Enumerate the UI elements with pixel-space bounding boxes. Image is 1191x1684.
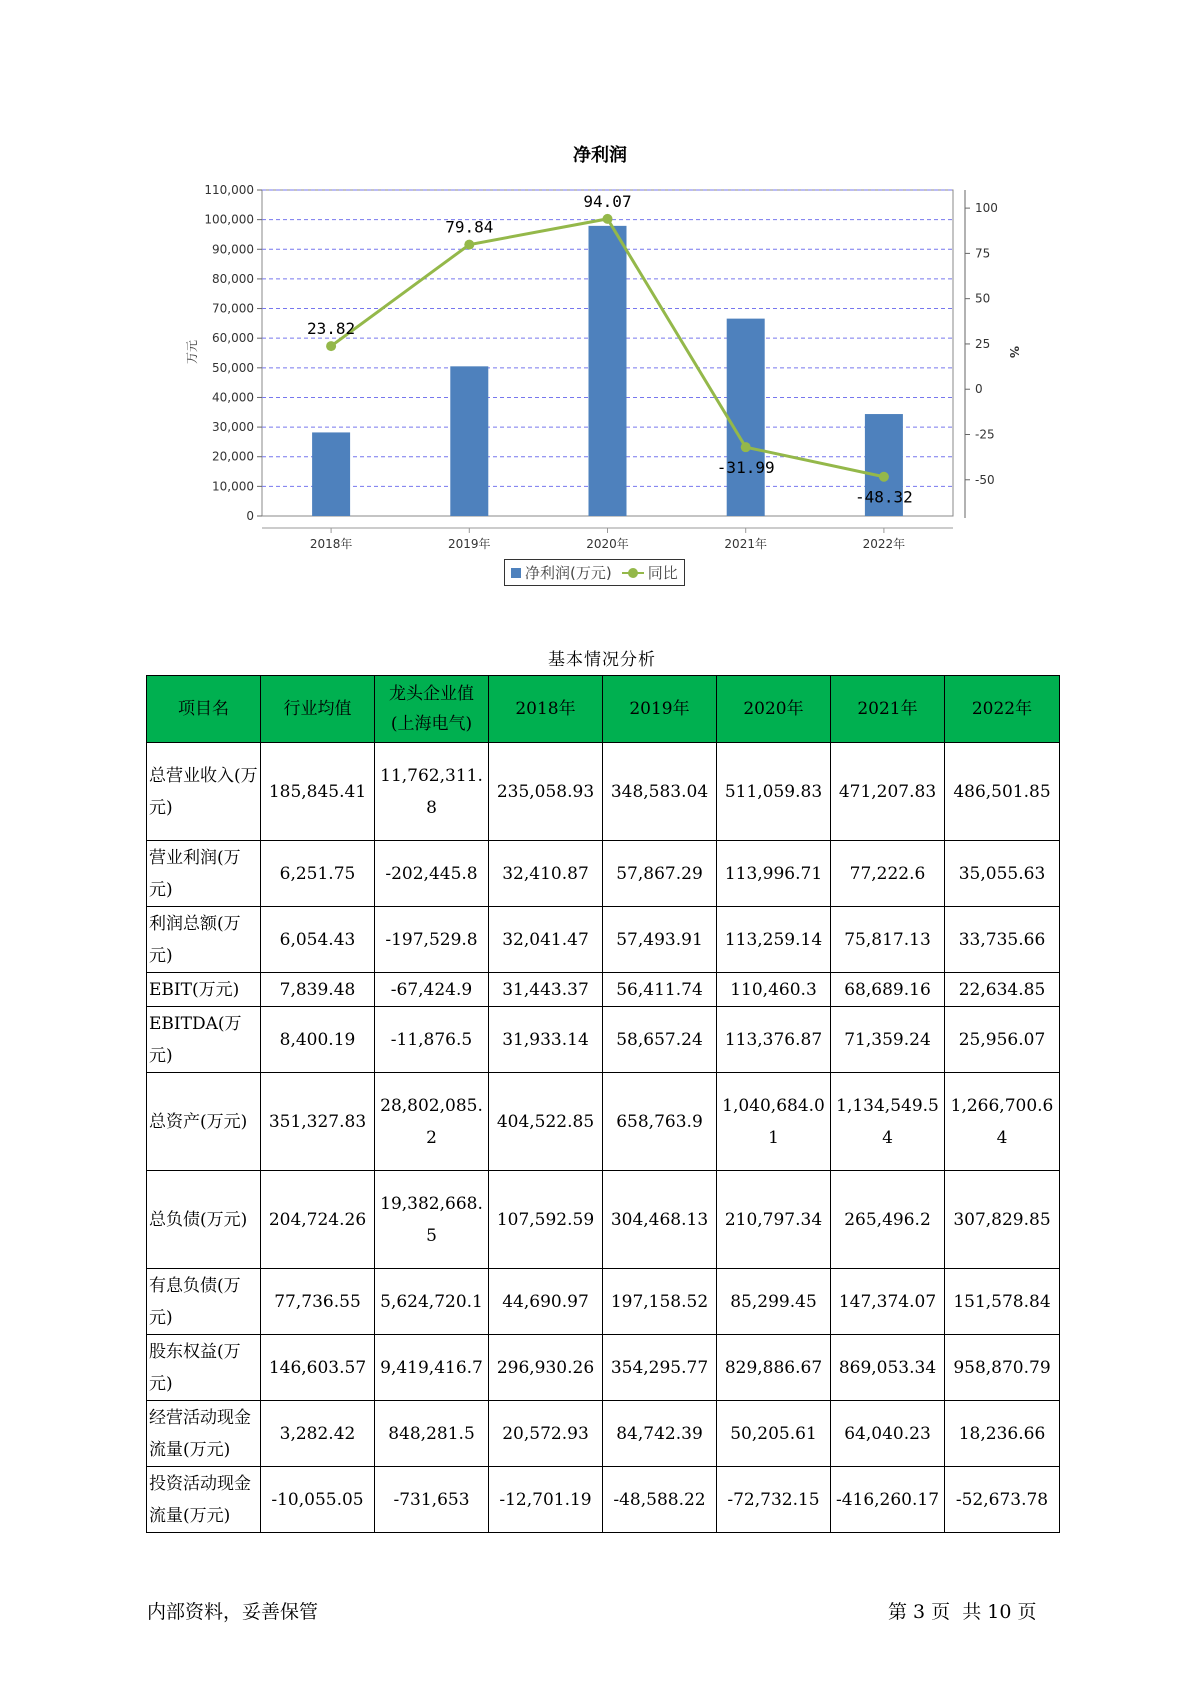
cell-y2021: 265,496.2: [831, 1171, 945, 1269]
cell-y2020: 210,797.34: [717, 1171, 831, 1269]
table-row: [147, 1401, 1060, 1467]
row-item-name: 总资产(万元): [147, 1073, 261, 1171]
cell-y2019: 658,763.9: [603, 1073, 717, 1171]
cell-y2018: 235,058.93: [489, 743, 603, 841]
header-leader: [375, 676, 489, 743]
cell-y2019: 348,583.04: [603, 743, 717, 841]
cell-y2020: 829,886.67: [717, 1335, 831, 1401]
cell-industry-avg: 6,054.43: [261, 907, 375, 973]
yoy-data-label: 23.82: [307, 319, 356, 339]
cell-y2020: 110,460.3: [717, 973, 831, 1007]
bar: [450, 366, 488, 516]
footer-page-number: 第 3 页 共 10 页: [888, 1601, 1037, 1623]
cell-y2018: 20,572.93: [489, 1401, 603, 1467]
yoy-point: [464, 240, 474, 250]
cell-y2018: 296,930.26: [489, 1335, 603, 1401]
row-item-name: 利润总额(万元): [147, 907, 261, 973]
yoy-point: [741, 442, 751, 452]
yoy-data-label: -31.99: [716, 458, 775, 478]
cell-y2019: 58,657.24: [603, 1007, 717, 1073]
y-left-tick-label: 30,000: [212, 420, 254, 435]
y-left-axis-label: 万元: [185, 339, 199, 365]
y-left-tick-label: 80,000: [212, 271, 254, 286]
cell-y2020: -72,732.15: [717, 1467, 831, 1533]
x-tick-label: 2019年: [448, 537, 491, 551]
y-right-axis-label: %: [1007, 345, 1021, 359]
table-header-row: [147, 676, 1060, 743]
table-row: [147, 1073, 1060, 1171]
cell-y2019: 84,742.39: [603, 1401, 717, 1467]
y-left-tick-label: 10,000: [212, 479, 254, 494]
cell-y2021: 77,222.6: [831, 841, 945, 907]
bar: [727, 319, 765, 516]
cell-y2020: 113,996.71: [717, 841, 831, 907]
header-leader-line1: 龙头企业值: [389, 684, 474, 704]
legend-bar-swatch: [511, 568, 521, 578]
y-left-tick-label: 50,000: [212, 360, 254, 375]
cell-leader: -67,424.9: [375, 973, 489, 1007]
y-left-tick-label: 40,000: [212, 390, 254, 405]
cell-y2022: 307,829.85: [945, 1171, 1060, 1269]
cell-industry-avg: -10,055.05: [261, 1467, 375, 1533]
table-row: [147, 841, 1060, 907]
cell-y2020: 85,299.45: [717, 1269, 831, 1335]
cell-y2018: 31,933.14: [489, 1007, 603, 1073]
cell-y2022: 486,501.85: [945, 743, 1060, 841]
table-row: [147, 1171, 1060, 1269]
cell-leader: 9,419,416.7: [375, 1335, 489, 1401]
cell-y2019: 304,468.13: [603, 1171, 717, 1269]
cell-y2018: 32,041.47: [489, 907, 603, 973]
cell-industry-avg: 185,845.41: [261, 743, 375, 841]
table-row: [147, 1269, 1060, 1335]
table-caption: 基本情况分析: [548, 650, 656, 670]
chart-canvas: [0, 0, 1191, 600]
y-left-tick-label: 70,000: [212, 301, 254, 316]
cell-leader: -731,653: [375, 1467, 489, 1533]
cell-industry-avg: 204,724.26: [261, 1171, 375, 1269]
yoy-data-label: 79.84: [445, 217, 494, 237]
cell-y2022: 33,735.66: [945, 907, 1060, 973]
cell-y2019: 57,867.29: [603, 841, 717, 907]
cell-y2021: -416,260.17: [831, 1467, 945, 1533]
cell-y2018: 31,443.37: [489, 973, 603, 1007]
net-profit-chart: [0, 0, 1191, 600]
cell-y2022: 22,634.85: [945, 973, 1060, 1007]
y-left-tick-label: 90,000: [212, 242, 254, 257]
cell-y2019: 56,411.74: [603, 973, 717, 1007]
table-body: [147, 743, 1060, 1533]
bar: [589, 226, 627, 516]
cell-leader: 11,762,311.8: [375, 743, 489, 841]
row-item-name: 营业利润(万元): [147, 841, 261, 907]
cell-y2021: 869,053.34: [831, 1335, 945, 1401]
basic-analysis-table: [146, 675, 1060, 1533]
yoy-data-label: 94.07: [583, 191, 632, 211]
cell-y2022: 35,055.63: [945, 841, 1060, 907]
y-right-tick-label: 75: [975, 246, 991, 261]
yoy-point: [326, 341, 336, 351]
x-tick-label: 2021年: [724, 537, 767, 551]
legend-line-swatch: [622, 568, 644, 578]
cell-y2021: 75,817.13: [831, 907, 945, 973]
y-right-tick-label: -50: [975, 472, 995, 487]
cell-y2020: 1,040,684.01: [717, 1073, 831, 1171]
header-2022: 2022年: [945, 676, 1060, 743]
cell-y2018: 107,592.59: [489, 1171, 603, 1269]
cell-y2022: 958,870.79: [945, 1335, 1060, 1401]
cell-y2018: -12,701.19: [489, 1467, 603, 1533]
legend-line-label: 同比: [647, 564, 678, 582]
cell-y2021: 471,207.83: [831, 743, 945, 841]
y-left-tick-label: 60,000: [212, 331, 254, 346]
header-industry-avg: 行业均值: [261, 676, 375, 743]
header-item-name: 项目名: [147, 676, 261, 743]
x-tick-label: 2022年: [862, 537, 906, 551]
y-left-tick-label: 110,000: [204, 183, 254, 197]
cell-industry-avg: 77,736.55: [261, 1269, 375, 1335]
row-item-name: 总营业收入(万元): [147, 743, 261, 841]
x-tick-label: 2020年: [586, 537, 629, 551]
header-leader-line2: (上海电气): [390, 714, 473, 734]
row-item-name: 投资活动现金流量(万元): [147, 1467, 261, 1533]
cell-y2020: 113,259.14: [717, 907, 831, 973]
y-right-tick-label: 50: [975, 291, 991, 306]
header-2021: 2021年: [831, 676, 945, 743]
footer-confidential-note: 内部资料，妥善保管: [147, 1601, 319, 1623]
table-row: [147, 1007, 1060, 1073]
legend-item-line: [622, 562, 678, 583]
y-right-tick-label: 25: [975, 336, 991, 351]
cell-y2021: 147,374.07: [831, 1269, 945, 1335]
cell-y2019: 354,295.77: [603, 1335, 717, 1401]
cell-leader: -197,529.8: [375, 907, 489, 973]
row-item-name: EBITDA(万元): [147, 1007, 261, 1073]
cell-leader: 19,382,668.5: [375, 1171, 489, 1269]
cell-y2022: 25,956.07: [945, 1007, 1060, 1073]
cell-industry-avg: 351,327.83: [261, 1073, 375, 1171]
cell-y2019: -48,588.22: [603, 1467, 717, 1533]
table-row: [147, 1335, 1060, 1401]
row-item-name: 股东权益(万元): [147, 1335, 261, 1401]
y-right-tick-label: 0: [975, 382, 983, 397]
cell-y2022: 151,578.84: [945, 1269, 1060, 1335]
row-item-name: 总负债(万元): [147, 1171, 261, 1269]
cell-industry-avg: 146,603.57: [261, 1335, 375, 1401]
cell-y2020: 113,376.87: [717, 1007, 831, 1073]
cell-industry-avg: 8,400.19: [261, 1007, 375, 1073]
cell-leader: 28,802,085.2: [375, 1073, 489, 1171]
cell-y2018: 32,410.87: [489, 841, 603, 907]
cell-y2019: 197,158.52: [603, 1269, 717, 1335]
y-right-tick-label: -25: [975, 427, 995, 442]
legend-bar-label: 净利润(万元): [525, 564, 612, 582]
cell-y2020: 50,205.61: [717, 1401, 831, 1467]
cell-y2021: 64,040.23: [831, 1401, 945, 1467]
row-item-name: EBIT(万元): [147, 973, 261, 1007]
x-tick-label: 2018年: [309, 537, 353, 551]
bar: [312, 432, 350, 516]
header-2020: 2020年: [717, 676, 831, 743]
y-right-tick-label: 100: [975, 201, 998, 216]
cell-y2022: 1,266,700.64: [945, 1073, 1060, 1171]
cell-y2021: 1,134,549.54: [831, 1073, 945, 1171]
y-left-tick-label: 20,000: [212, 449, 254, 464]
chart-title: 净利润: [573, 145, 627, 166]
table-row: [147, 973, 1060, 1007]
cell-leader: 848,281.5: [375, 1401, 489, 1467]
y-left-tick-label: 0: [246, 509, 254, 523]
cell-y2020: 511,059.83: [717, 743, 831, 841]
header-2019: 2019年: [603, 676, 717, 743]
legend-item-bar: [511, 562, 612, 583]
yoy-point: [603, 214, 613, 224]
cell-industry-avg: 6,251.75: [261, 841, 375, 907]
header-2018: 2018年: [489, 676, 603, 743]
table-row: [147, 743, 1060, 841]
y-left-tick-label: 100,000: [204, 212, 254, 227]
cell-industry-avg: 3,282.42: [261, 1401, 375, 1467]
yoy-data-label: -48.32: [855, 487, 913, 507]
row-item-name: 经营活动现金流量(万元): [147, 1401, 261, 1467]
table-row: [147, 1467, 1060, 1533]
cell-y2018: 404,522.85: [489, 1073, 603, 1171]
chart-legend: [504, 559, 685, 586]
table-row: [147, 907, 1060, 973]
cell-leader: -202,445.8: [375, 841, 489, 907]
cell-y2021: 71,359.24: [831, 1007, 945, 1073]
cell-y2022: -52,673.78: [945, 1467, 1060, 1533]
cell-y2021: 68,689.16: [831, 973, 945, 1007]
row-item-name: 有息负债(万元): [147, 1269, 261, 1335]
cell-leader: 5,624,720.1: [375, 1269, 489, 1335]
cell-industry-avg: 7,839.48: [261, 973, 375, 1007]
cell-y2022: 18,236.66: [945, 1401, 1060, 1467]
cell-y2019: 57,493.91: [603, 907, 717, 973]
cell-leader: -11,876.5: [375, 1007, 489, 1073]
yoy-point: [879, 472, 889, 482]
cell-y2018: 44,690.97: [489, 1269, 603, 1335]
